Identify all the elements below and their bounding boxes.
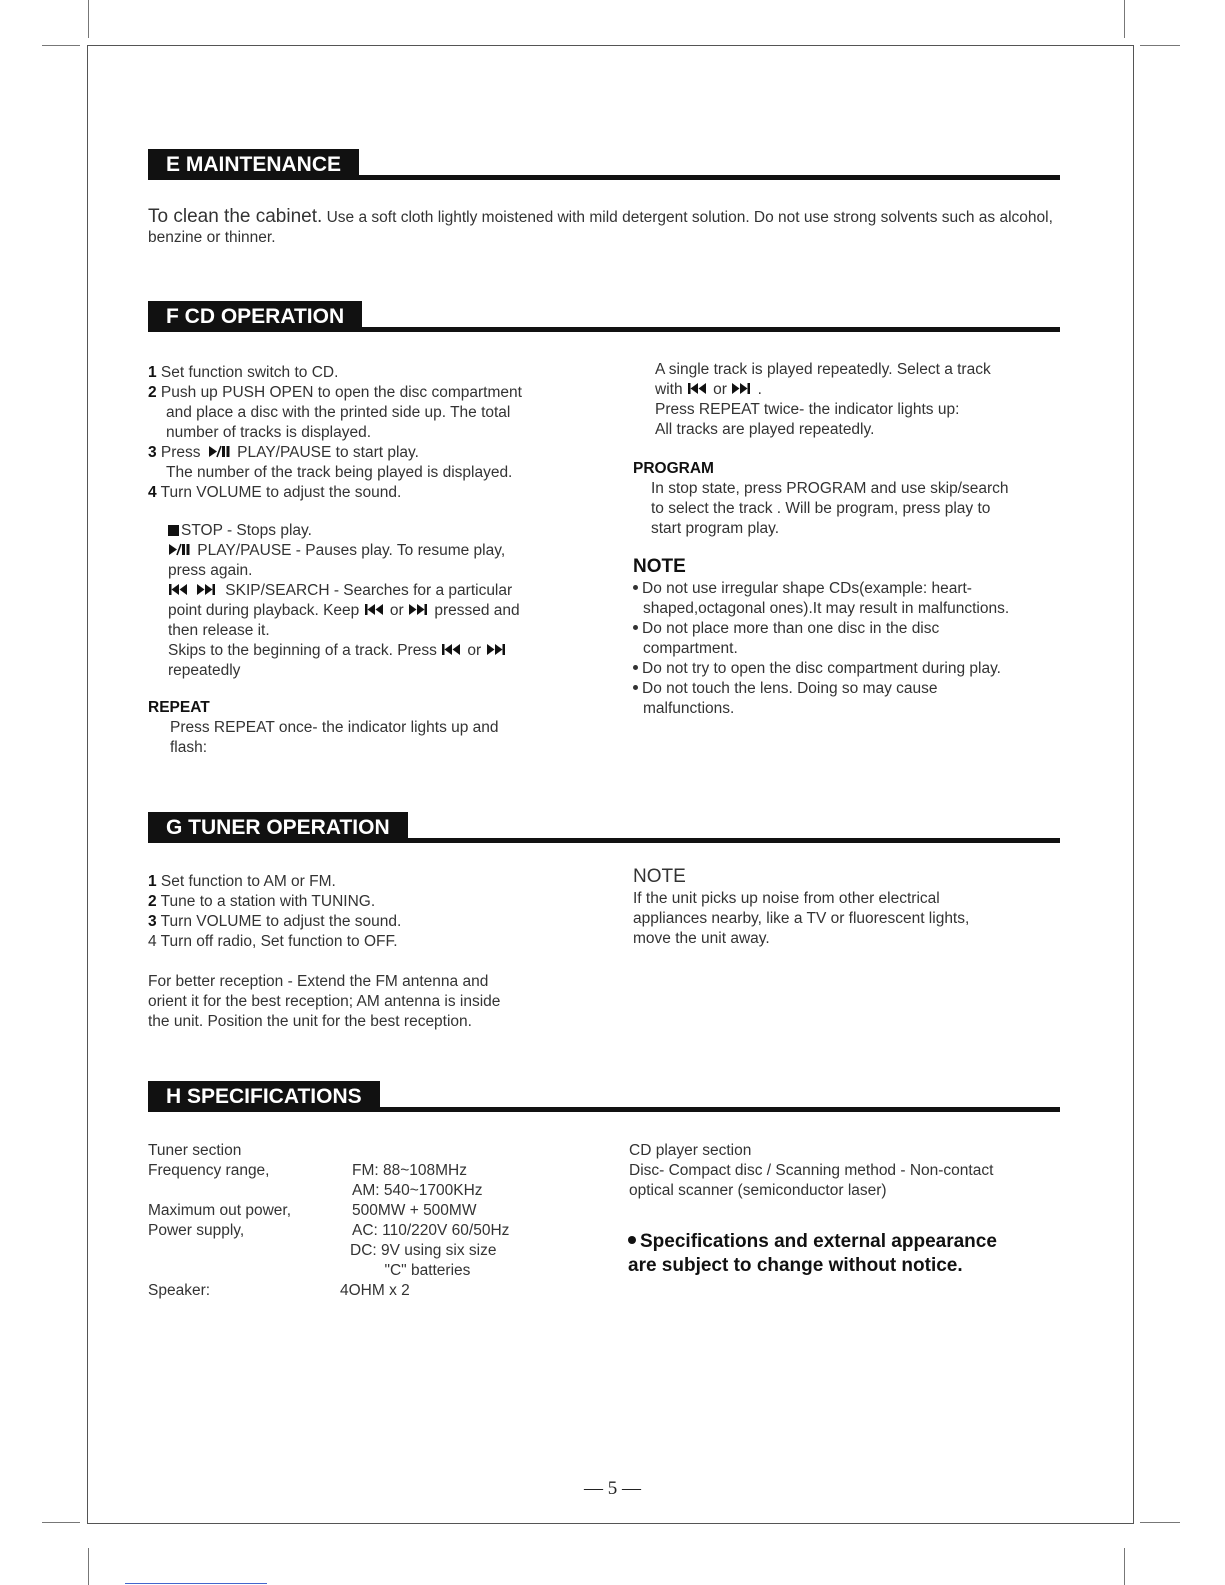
spec-row [148,1241,598,1261]
note-line: Do not try to open the disc compartment during play. [642,660,1001,677]
maintenance-body: Use a soft cloth lightly moistened with mild detergent solution. Do not use strong solvents such as alcohol, benzine or thinner. [148,209,1053,246]
crop-mark [1124,0,1125,38]
section-title: F CD OPERATION [148,301,362,332]
bullet-icon [633,685,638,690]
specs-notice [628,1230,1058,1278]
cd-spec-line: CD player section [629,1142,752,1159]
cd-note-block [633,557,1063,719]
step-text: The number of the track being played is displayed. [166,464,513,481]
note-line: move the unit away. [633,930,770,947]
spec-row [148,1201,598,1221]
skip-text: or [463,642,486,659]
repeat-line: or [708,381,732,398]
spec-row [148,1281,598,1301]
spec-value: FM: 88~108MHz [352,1162,468,1179]
program-line: In stop state, press PROGRAM and use skip/search [651,480,1009,497]
bullet-icon [633,625,638,630]
section-header-cd [148,301,1060,332]
note-line: shaped,octagonal ones).It may result in malfunctions. [643,600,1010,617]
tuner-specs [148,1141,598,1301]
step-text: Turn VOLUME to adjust the sound. [156,484,402,501]
play-pause-icon [208,445,230,458]
spec-row [148,1161,598,1181]
spec-row [148,1221,598,1241]
step-number: 1 [148,364,157,381]
skip-forward-icon [408,603,430,616]
note-line: If the unit picks up noise from other electrical [633,890,940,907]
program-title: PROGRAM [633,460,714,477]
skip-text: repeatedly [168,662,241,679]
skip-back-icon [441,643,463,656]
note-line: appliances nearby, like a TV or fluorescent lights, [633,910,970,927]
playpause-text: PLAY/PAUSE - Pauses play. To resume play, [193,542,506,559]
spec-label: Frequency range, [148,1162,270,1179]
section-title: H SPECIFICATIONS [148,1081,380,1112]
cd-spec-line: Disc- Compact disc / Scanning method - Non-contact [629,1162,994,1179]
crop-mark [88,0,89,38]
skip-back-icon [168,583,190,596]
crop-mark [88,1548,89,1585]
step-text: and place a disc with the printed side up. The total [166,404,511,421]
skip-text: Skips to the beginning of a track. Press [168,642,442,659]
stop-text: STOP - Stops play. [181,522,312,539]
crop-mark [42,45,80,46]
section-header-specs [148,1081,1060,1112]
step-number: 3 [148,913,157,930]
cd-specs [629,1141,1069,1201]
step-number: 3 [148,444,157,461]
maintenance-lead: To clean the cabinet. [148,206,323,227]
skip-back-icon [364,603,386,616]
section-header-maintenance [148,149,1060,180]
repeat-line: . [753,381,762,398]
reception-line: For better reception - Extend the FM antenna and [148,973,489,990]
step-text: 4 Turn off radio, Set function to OFF. [148,933,398,950]
skip-forward-icon [196,583,218,596]
section-header-tuner [148,812,1060,843]
repeat-title: REPEAT [148,699,210,716]
spec-value: 4OHM x 2 [340,1282,410,1299]
spec-value: AM: 540~1700KHz [352,1182,483,1199]
step-text: number of tracks is displayed. [166,424,372,441]
program-block [633,459,1063,539]
step-text: Set function switch to CD. [156,364,339,381]
cd-steps [148,363,588,503]
note-line: Do not use irregular shape CDs(example: heart- [642,580,972,597]
notice-line: Specifications and external appearance [640,1231,997,1252]
spec-row [148,1141,598,1161]
repeat-line: Press REPEAT once- the indicator lights up and [170,719,499,736]
reception-line: the unit. Position the unit for the best reception. [148,1013,472,1030]
spec-label: Tuner section [148,1142,242,1159]
spec-label: Maximum out power, [148,1202,291,1219]
skip-text: or [385,602,409,619]
note-line: Do not touch the lens. Doing so may cause [642,680,938,697]
bullet-icon [633,665,638,670]
notice-line: are subject to change without notice. [628,1255,963,1276]
repeat-line: flash: [170,739,208,756]
crop-mark [1140,45,1180,46]
step-text: Set function to AM or FM. [156,873,336,890]
repeat-line: Press REPEAT twice- the indicator lights up: [655,401,960,418]
skip-forward-icon [731,382,753,395]
tuner-note-block [633,867,1063,949]
skip-text: point during playback. Keep [168,602,364,619]
tuner-steps [148,872,588,1032]
program-line: start program play. [651,520,780,537]
skip-text: pressed and [430,602,520,619]
program-line: to select the track . Will be program, press play to [651,500,991,517]
step-number: 2 [148,893,157,910]
note-title: NOTE [633,556,686,577]
note-title: NOTE [633,866,686,887]
spec-value: DC: 9V using six size [350,1242,497,1259]
step-text: Push up PUSH OPEN to open the disc compartment [156,384,522,401]
maintenance-text [148,207,1053,248]
note-line: malfunctions. [643,700,735,717]
spec-label: Speaker: [148,1282,211,1299]
crop-mark [42,1522,80,1523]
link-underline [125,1583,267,1584]
note-line: compartment. [643,640,738,657]
skip-forward-icon [486,643,508,656]
skip-text: SKIP/SEARCH - Searches for a particular [221,582,513,599]
note-line: Do not place more than one disc in the disc [642,620,940,637]
playpause-text: press again. [168,562,253,579]
section-title: E MAINTENANCE [148,149,359,180]
spec-row [148,1181,598,1201]
cd-spec-line: optical scanner (semiconductor laser) [629,1182,887,1199]
spec-value: "C" batteries [350,1262,471,1279]
step-text: PLAY/PAUSE to start play. [232,444,419,461]
spec-value: 500MW + 500MW [352,1202,477,1219]
page-number: — 5 — [584,1478,641,1499]
spec-label: Power supply, [148,1222,245,1239]
step-text: Press [156,444,205,461]
step-number: 2 [148,384,157,401]
reception-line: orient it for the best reception; AM antenna is inside [148,993,501,1010]
repeat-line: with [655,381,687,398]
cd-buttons [168,521,588,681]
page-frame [87,45,1134,1524]
step-text: Tune to a station with TUNING. [156,893,376,910]
repeat-block [148,698,588,758]
bullet-icon [633,585,638,590]
spec-value: AC: 110/220V 60/50Hz [352,1222,510,1239]
crop-mark [1140,1522,1180,1523]
skip-text: then release it. [168,622,270,639]
spec-row [148,1261,598,1281]
repeat-line: All tracks are played repeatedly. [655,421,875,438]
section-title: G TUNER OPERATION [148,812,408,843]
step-text: Turn VOLUME to adjust the sound. [156,913,402,930]
cd-right-column [655,360,1065,440]
bullet-icon [628,1236,636,1244]
step-number: 4 [148,484,157,501]
crop-mark [1124,1548,1125,1585]
repeat-line: A single track is played repeatedly. Select a track [655,361,991,378]
step-number: 1 [148,873,157,890]
stop-icon [168,525,179,536]
skip-back-icon [687,382,709,395]
